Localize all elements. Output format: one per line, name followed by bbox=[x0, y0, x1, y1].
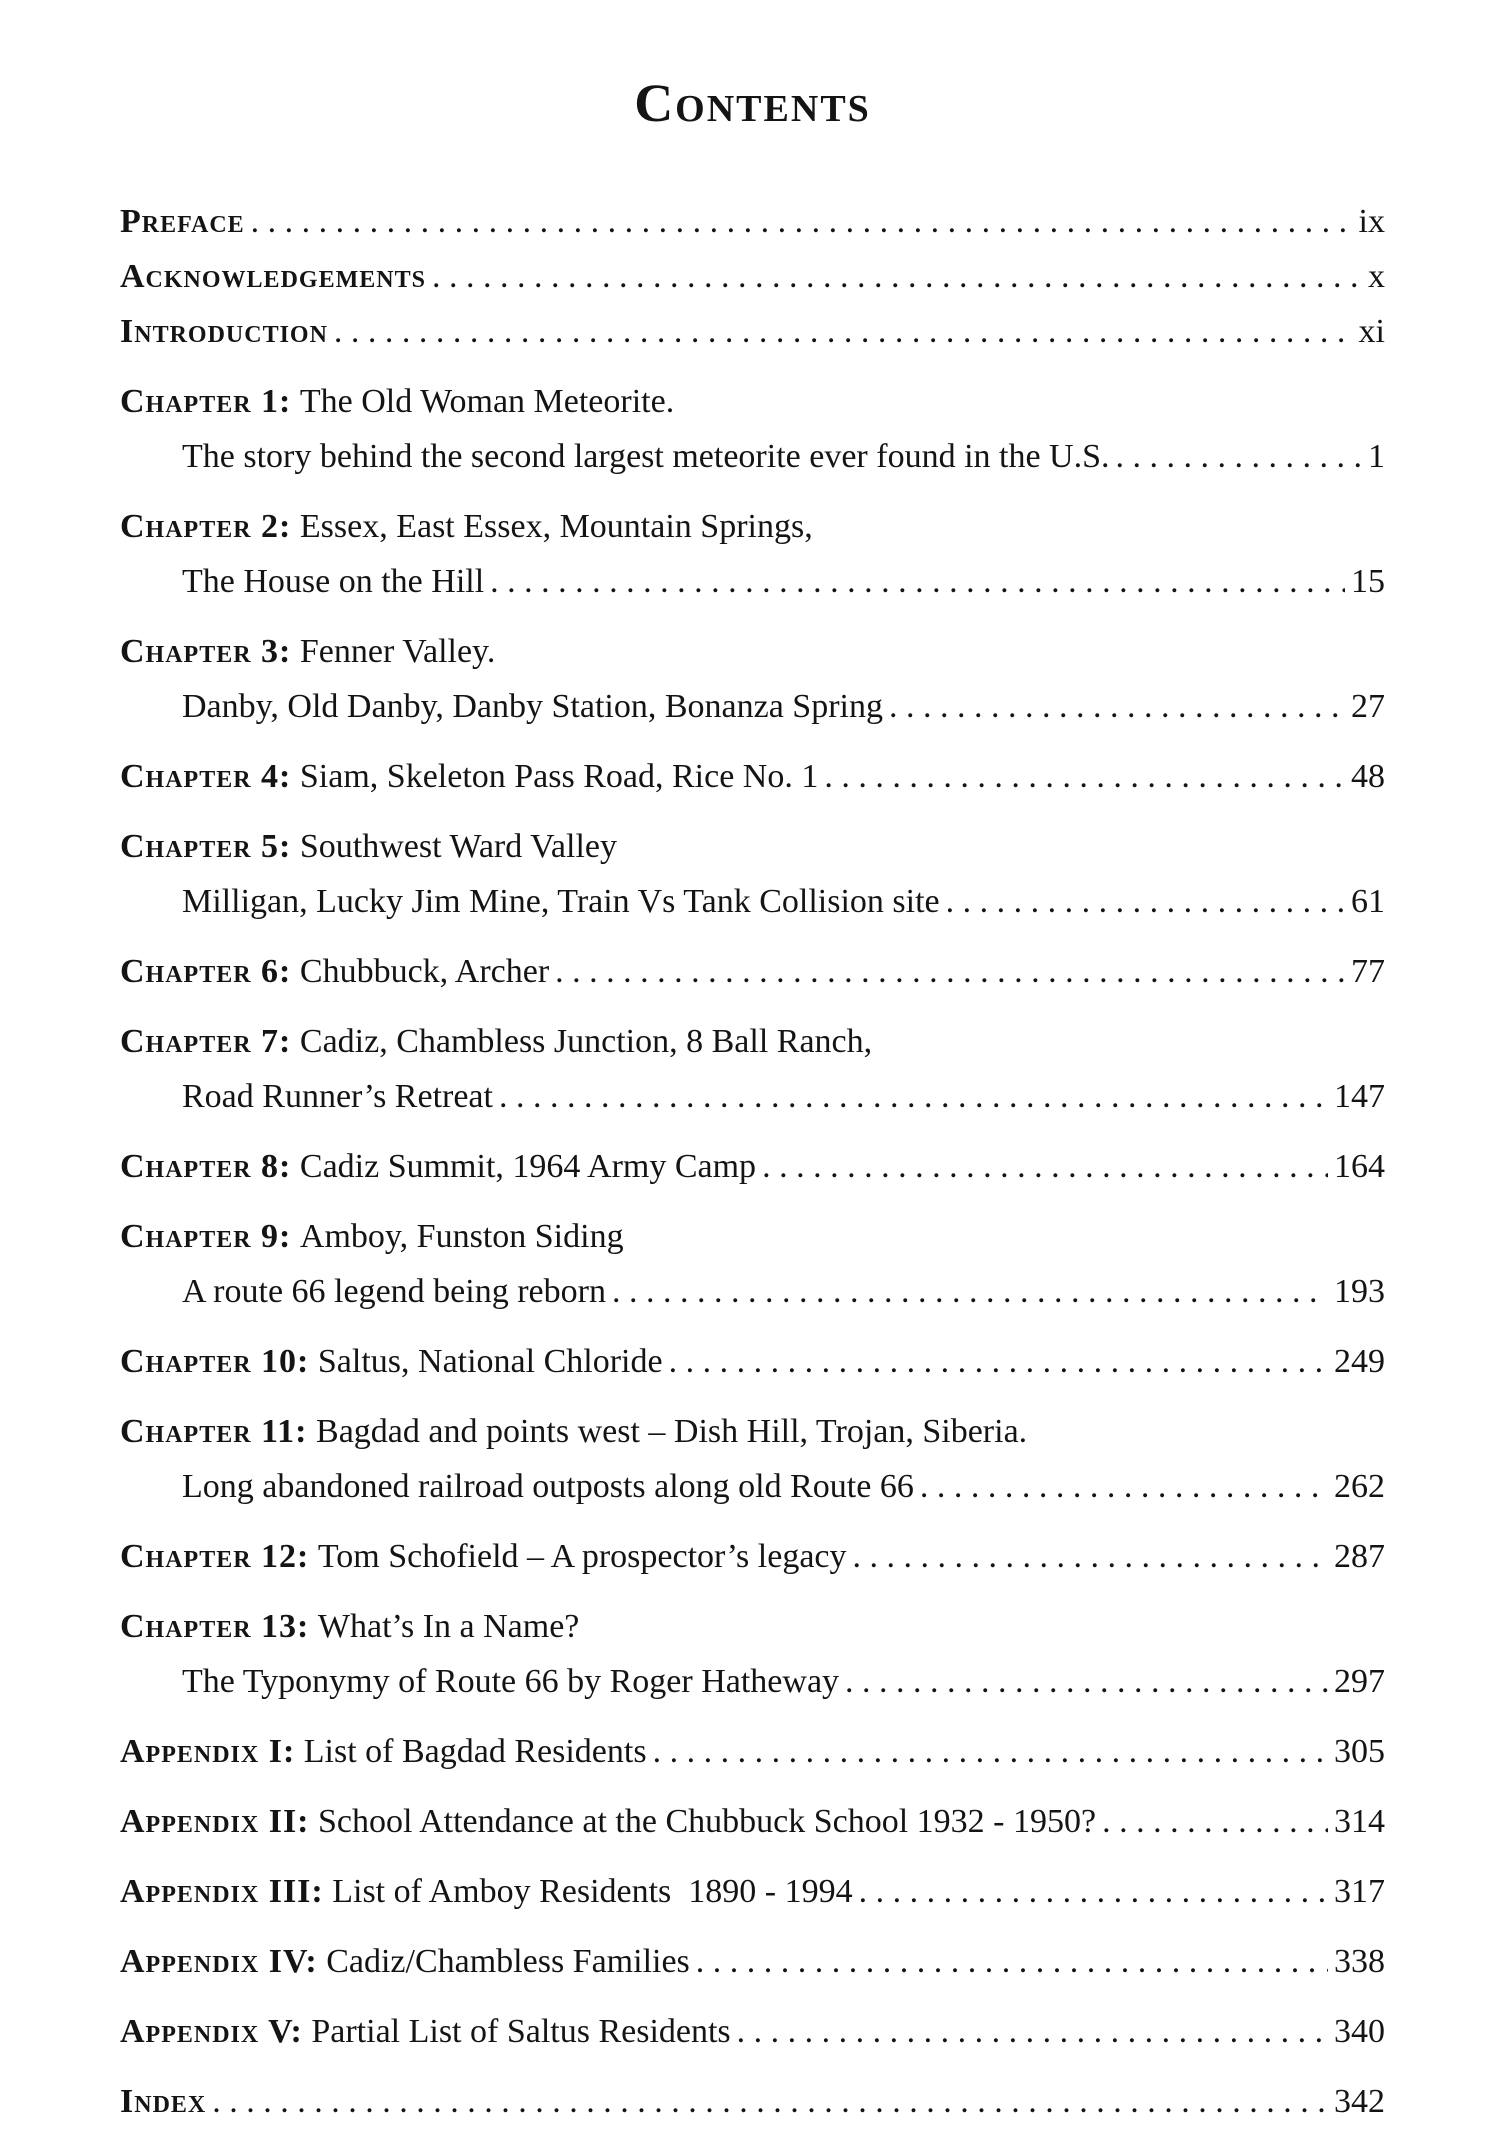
page-number: x bbox=[1368, 258, 1385, 295]
page-number: 287 bbox=[1334, 1538, 1385, 1575]
toc-entry-introduction[interactable] bbox=[120, 304, 1385, 359]
page-number: 342 bbox=[1334, 2083, 1385, 2120]
dot-leader bbox=[432, 249, 1362, 304]
entry-title: Bagdad and points west – Dish Hill, Trojan, Siberia. bbox=[316, 1413, 1028, 1450]
dot-leader bbox=[653, 1724, 1328, 1779]
dot-leader bbox=[1116, 429, 1362, 484]
toc-entry-chapter-1[interactable] bbox=[120, 374, 1385, 484]
toc-entry-appendix-4[interactable] bbox=[120, 1934, 1385, 1989]
page-number: xi bbox=[1358, 313, 1385, 350]
toc-entry-chapter-13[interactable] bbox=[120, 1599, 1385, 1709]
toc-entry-appendix-1[interactable] bbox=[120, 1724, 1385, 1779]
dot-leader bbox=[212, 2074, 1328, 2129]
dot-leader bbox=[334, 304, 1353, 359]
toc-entry-chapter-3[interactable] bbox=[120, 624, 1385, 734]
dot-leader bbox=[920, 1459, 1328, 1514]
entry-subtitle: A route 66 legend being reborn bbox=[182, 1273, 606, 1310]
page-number: 340 bbox=[1334, 2013, 1385, 2050]
entry-label: Appendix I: bbox=[120, 1733, 296, 1770]
entry-subtitle: The Typonymy of Route 66 by Roger Hatheway bbox=[182, 1663, 840, 1700]
entry-label: Chapter 10: bbox=[120, 1343, 310, 1380]
entry-label: Preface bbox=[120, 203, 245, 240]
entry-title: Saltus, National Chloride bbox=[317, 1343, 663, 1380]
toc-entry-acknowledgements[interactable] bbox=[120, 249, 1385, 304]
entry-label: Acknowledgements bbox=[120, 258, 426, 295]
entry-label: Chapter 2: bbox=[120, 508, 292, 545]
page-number: 297 bbox=[1334, 1663, 1385, 1700]
entry-label: Chapter 1: bbox=[120, 383, 292, 420]
entry-title: Fenner Valley. bbox=[299, 633, 496, 670]
entry-title: Southwest Ward Valley bbox=[299, 828, 617, 865]
page-number: 305 bbox=[1334, 1733, 1385, 1770]
dot-leader bbox=[669, 1334, 1328, 1389]
entry-label: Chapter 11: bbox=[120, 1413, 308, 1450]
entry-subtitle: The House on the Hill bbox=[182, 563, 485, 600]
page-number: 164 bbox=[1334, 1148, 1385, 1185]
table-of-contents bbox=[120, 194, 1385, 2129]
entry-title: Cadiz/Chambless Families bbox=[326, 1943, 690, 1980]
dot-leader bbox=[555, 944, 1345, 999]
page-number: 48 bbox=[1351, 758, 1385, 795]
entry-title: What’s In a Name? bbox=[317, 1608, 580, 1645]
entry-title: Essex, East Essex, Mountain Springs, bbox=[299, 508, 813, 545]
dot-leader bbox=[946, 874, 1345, 929]
page-number: 77 bbox=[1351, 953, 1385, 990]
page-number: 27 bbox=[1351, 688, 1385, 725]
toc-entry-chapter-4[interactable] bbox=[120, 749, 1385, 804]
entry-title: Cadiz Summit, 1964 Army Camp bbox=[299, 1148, 757, 1185]
entry-subtitle: Milligan, Lucky Jim Mine, Train Vs Tank Collision site bbox=[182, 883, 940, 920]
dot-leader bbox=[859, 1864, 1328, 1919]
page-number: 61 bbox=[1351, 883, 1385, 920]
entry-label: Chapter 3: bbox=[120, 633, 292, 670]
dot-leader bbox=[762, 1139, 1328, 1194]
entry-title: List of Amboy Residents 1890 - 1994 bbox=[332, 1873, 853, 1910]
page-number: 249 bbox=[1334, 1343, 1385, 1380]
entry-label: Chapter 9: bbox=[120, 1218, 292, 1255]
entry-label: Chapter 5: bbox=[120, 828, 292, 865]
toc-entry-index[interactable] bbox=[120, 2074, 1385, 2129]
dot-leader bbox=[251, 194, 1353, 249]
toc-entry-chapter-7[interactable] bbox=[120, 1014, 1385, 1124]
toc-entry-chapter-10[interactable] bbox=[120, 1334, 1385, 1389]
dot-leader bbox=[737, 2004, 1328, 2059]
toc-entry-chapter-11[interactable] bbox=[120, 1404, 1385, 1514]
page-number: 15 bbox=[1351, 563, 1385, 600]
entry-label: Appendix II: bbox=[120, 1803, 310, 1840]
toc-entry-chapter-5[interactable] bbox=[120, 819, 1385, 929]
page-number: 338 bbox=[1334, 1943, 1385, 1980]
toc-entry-appendix-2[interactable] bbox=[120, 1794, 1385, 1849]
toc-entry-chapter-12[interactable] bbox=[120, 1529, 1385, 1584]
toc-entry-chapter-6[interactable] bbox=[120, 944, 1385, 999]
entry-title: Siam, Skeleton Pass Road, Rice No. 1 bbox=[299, 758, 819, 795]
dot-leader bbox=[490, 554, 1345, 609]
entry-subtitle: Danby, Old Danby, Danby Station, Bonanza Spring bbox=[182, 688, 883, 725]
dot-leader bbox=[1102, 1794, 1328, 1849]
dot-leader bbox=[889, 679, 1345, 734]
entry-label: Chapter 6: bbox=[120, 953, 292, 990]
page-number: 317 bbox=[1334, 1873, 1385, 1910]
entry-label: Chapter 8: bbox=[120, 1148, 292, 1185]
entry-label: Appendix IV: bbox=[120, 1943, 318, 1980]
dot-leader bbox=[499, 1069, 1328, 1124]
entry-label: Chapter 12: bbox=[120, 1538, 310, 1575]
entry-title: Chubbuck, Archer bbox=[299, 953, 550, 990]
entry-label: Appendix III: bbox=[120, 1873, 324, 1910]
dot-leader bbox=[845, 1654, 1328, 1709]
toc-entry-appendix-5[interactable] bbox=[120, 2004, 1385, 2059]
entry-title: Tom Schofield – A prospector’s legacy bbox=[317, 1538, 847, 1575]
toc-entry-appendix-3[interactable] bbox=[120, 1864, 1385, 1919]
page-number: 314 bbox=[1334, 1803, 1385, 1840]
page-number: 1 bbox=[1368, 438, 1385, 475]
dot-leader bbox=[824, 749, 1345, 804]
contents-page bbox=[120, 0, 1385, 2155]
page-number: 193 bbox=[1334, 1273, 1385, 1310]
entry-label: Introduction bbox=[120, 313, 328, 350]
entry-subtitle: Road Runner’s Retreat bbox=[182, 1078, 493, 1115]
toc-entry-chapter-8[interactable] bbox=[120, 1139, 1385, 1194]
entry-title: Cadiz, Chambless Junction, 8 Ball Ranch, bbox=[299, 1023, 873, 1060]
dot-leader bbox=[696, 1934, 1328, 1989]
entry-label: Chapter 13: bbox=[120, 1608, 310, 1645]
page-number: ix bbox=[1358, 203, 1385, 240]
toc-entry-chapter-9[interactable] bbox=[120, 1209, 1385, 1319]
dot-leader bbox=[853, 1529, 1328, 1584]
entry-label: Appendix V: bbox=[120, 2013, 303, 2050]
toc-entry-preface[interactable] bbox=[120, 194, 1385, 249]
entry-title: The Old Woman Meteorite. bbox=[299, 383, 675, 420]
toc-entry-chapter-2[interactable] bbox=[120, 499, 1385, 609]
entry-title: School Attendance at the Chubbuck School 1932 - 1950? bbox=[318, 1803, 1097, 1840]
dot-leader bbox=[612, 1264, 1328, 1319]
entry-subtitle: Long abandoned railroad outposts along old Route 66 bbox=[182, 1468, 914, 1505]
entry-subtitle: The story behind the second largest meteorite ever found in the U.S. bbox=[182, 438, 1110, 475]
entry-label: Index bbox=[120, 2083, 207, 2120]
entry-title: List of Bagdad Residents bbox=[303, 1733, 647, 1770]
entry-title: Amboy, Funston Siding bbox=[299, 1218, 624, 1255]
entry-label: Chapter 4: bbox=[120, 758, 292, 795]
page-number: 262 bbox=[1334, 1468, 1385, 1505]
entry-title: Partial List of Saltus Residents bbox=[311, 2013, 731, 2050]
page-number: 147 bbox=[1334, 1078, 1385, 1115]
page-title: Contents bbox=[634, 73, 871, 133]
entry-label: Chapter 7: bbox=[120, 1023, 292, 1060]
